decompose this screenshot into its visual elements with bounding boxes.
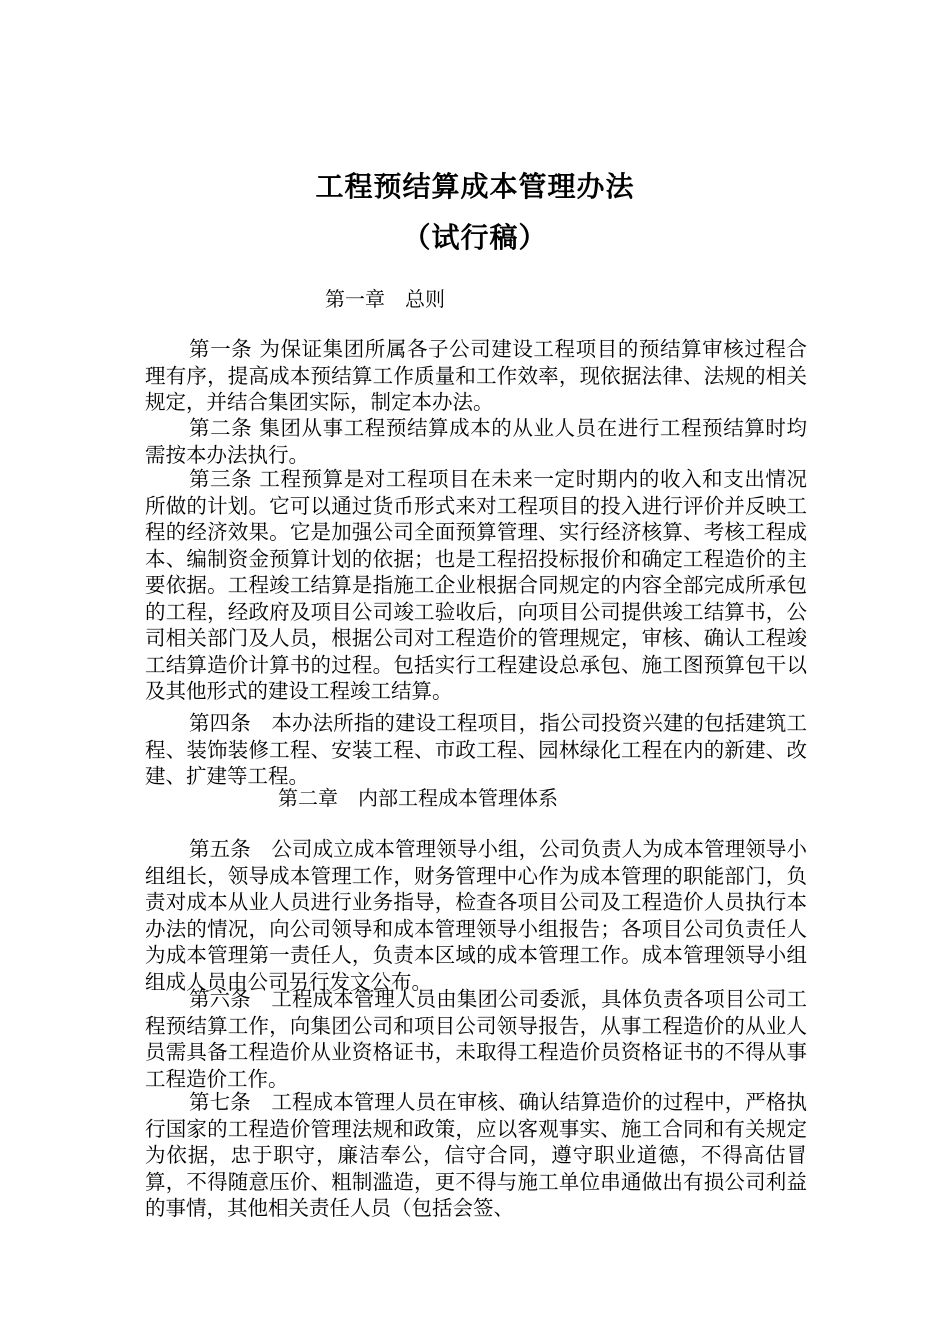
chapter-heading-1: 第一章 总则 [325, 287, 445, 311]
document-title: 工程预结算成本管理办法 [315, 170, 635, 203]
article-6: 第六条 工程成本管理人员由集团公司委派，具体负责各项目公司工程预结算工作，向集团公司和项目公司领导报告，从事工程造价的从业人员需具备工程造价从业资格证书，未取得工程造价员资格证书的不得从事工程造价工作。 [145, 987, 807, 1091]
article-4: 第四条 本办法所指的建设工程项目，指公司投资兴建的包括建筑工程、装饰装修工程、安装工程、市政工程、园林绿化工程在内的新建、改建、扩建等工程。 [145, 711, 807, 788]
document-subtitle: （试行稿） [402, 221, 548, 254]
article-7: 第七条 工程成本管理人员在审核、确认结算造价的过程中，严格执行国家的工程造价管理法规和政策，应以客观事实、施工合同和有关规定为依据，忠于职守，廉洁奉公，信守合同，遵守职业道德，不得高估冒算，不得随意压价、粗制滥造，更不得与施工单位串通做出有损公司利益的事情，其他相关责任人员（包括会签、 [145, 1090, 807, 1220]
chapter-heading-2: 第二章 内部工程成本管理体系 [278, 786, 558, 810]
article-5: 第五条 公司成立成本管理领导小组，公司负责人为成本管理领导小组组长，领导成本管理工作，财务管理中心作为成本管理的职能部门，负责对成本从业人员进行业务指导，检查各项目公司及工程造价人员执行本办法的情况，向公司领导和成本管理领导小组报告；各项目公司负责任人为成本管理第一责任人，负责本区域的成本管理工作。成本管理领导小组组成人员由公司另行发文公布。 [145, 837, 807, 994]
article-2: 第二条 集团从事工程预结算成本的从业人员在进行工程预结算时均需按本办法执行。 [145, 416, 807, 467]
article-1: 第一条 为保证集团所属各子公司建设工程项目的预结算审核过程合理有序，提高成本预结算工作质量和工作效率，现依据法律、法规的相关规定，并结合集团实际，制定本办法。 [145, 337, 807, 414]
article-3: 第三条 工程预算是对工程项目在未来一定时期内的收入和支出情况所做的计划。它可以通过货币形式来对工程项目的投入进行评价并反映工程的经济效果。它是加强公司全面预算管理、实行经济核算、考核工程成本、编制资金预算计划的依据；也是工程招投标报价和确定工程造价的主要依据。工程竣工结算是指施工企业根据合同规定的内容全部完成所承包的工程，经政府及项目公司竣工验收后，向项目公司提供竣工结算书，公司相关部门及人员，根据公司对工程造价的管理规定，审核、确认工程竣工结算造价计算书的过程。包括实行工程建设总承包、施工图预算包干以及其他形式的建设工程竣工结算。 [145, 467, 807, 703]
